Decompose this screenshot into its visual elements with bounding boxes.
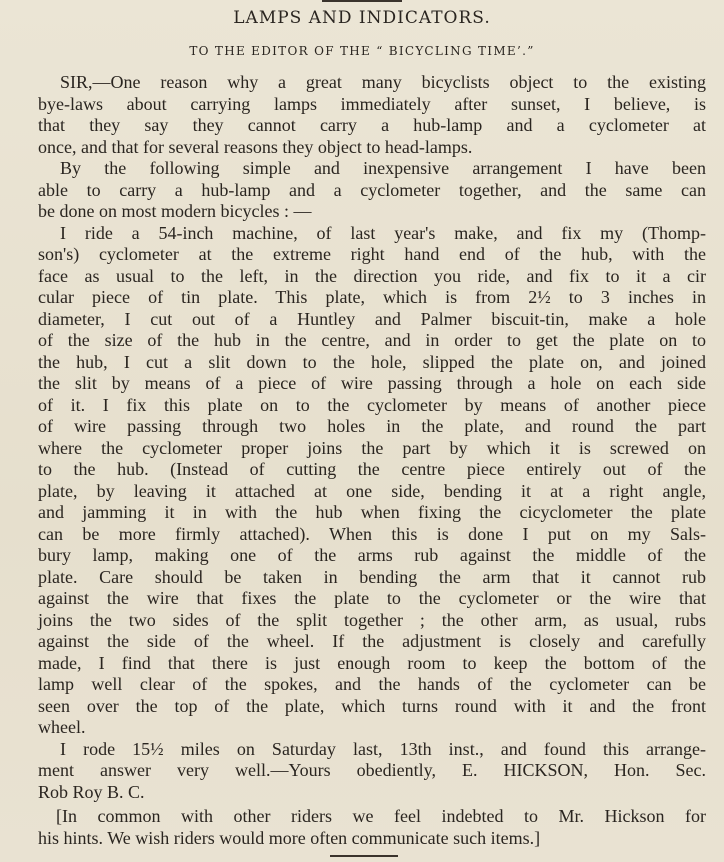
signature-line: Rob Roy B. C. — [38, 781, 145, 802]
text-line: able to carry a hub-lamp and a cyclometer together, and the same can — [38, 179, 706, 200]
article-heading: LAMPS AND INDICATORS. — [233, 8, 491, 28]
article-subheading: TO THE EDITOR OF THE “ BICYCLING TIME’.” — [189, 44, 535, 58]
text-line: that they say they cannot carry a hub-lamp and a cyclometer at — [38, 115, 706, 135]
top-divider-rule — [322, 0, 402, 2]
text-line: bye-laws about carrying lamps immediately after sunset, I believe, is — [38, 93, 706, 114]
letter-body — [38, 72, 706, 849]
paragraph-3 — [38, 223, 706, 739]
paragraph-4 — [38, 739, 706, 804]
text-line: plate. Care should be taken in bending the arm that it cannot rub — [38, 566, 706, 587]
text-line: of it. I fix this plate on to the cyclometer by means of another piece — [38, 394, 706, 415]
text-line: son's) cyclometer at the extreme right hand end of the hub, with the — [38, 244, 706, 264]
text-line: SIR,—One reason why a great many bicyclists object to the existing — [60, 72, 706, 92]
text-line: the hub, I cut a slit down to the hole, slipped the plate on, and joined — [38, 351, 706, 372]
text-line: joins the two sides of the split together ; the other arm, as usual, rubs — [38, 609, 706, 630]
text-line: of wire passing through two holes in the plate, and round the part — [38, 416, 706, 436]
text-line: where the cyclometer proper joins the part by which it is screwed on — [38, 437, 706, 458]
text-line: once, and that for several reasons they object to head-lamps. — [38, 136, 473, 157]
text-line: ment answer very well.—Yours obediently, E. HICKSON, Hon. Sec. — [38, 760, 706, 780]
text-line: cular piece of tin plate. This plate, which is from 2½ to 3 inches in — [38, 287, 706, 307]
text-line: By the following simple and inexpensive arrangement I have been — [60, 158, 706, 178]
text-line: plate, by leaving it attached at one side, bending it at a right angle, — [38, 480, 706, 501]
paragraph-2 — [38, 158, 706, 223]
text-line: [In common with other riders we feel indebted to Mr. Hickson for — [56, 806, 706, 826]
text-line: be done on most modern bicycles : — — [38, 201, 312, 221]
text-line: made, I find that there is just enough room to keep the bottom of the — [38, 652, 706, 673]
text-line: his hints. We wish riders would more often communicate such items.] — [38, 827, 541, 848]
editor-note — [38, 806, 706, 849]
text-line: lamp well clear of the spokes, and the hands of the cyclometer can be — [38, 674, 706, 694]
text-line: and jamming it in with the hub when fixing the cicyclometer the plate — [38, 502, 706, 522]
text-line: seen over the top of the plate, which turns round with it and the front — [38, 695, 706, 716]
text-line: I rode 15½ miles on Saturday last, 13th inst., and found this arrange- — [60, 738, 706, 759]
text-line: I ride a 54-inch machine, of last year's make, and fix my (Thomp- — [60, 222, 706, 243]
text-line: against the wire that fixes the plate to the cyclometer or the wire that — [38, 588, 706, 608]
text-line: wheel. — [38, 717, 86, 737]
bottom-divider-rule — [330, 855, 398, 857]
text-line: can be more firmly attached). When this is done I put on my Sals- — [38, 523, 706, 544]
text-line: to the hub. (Instead of cutting the centre piece entirely out of the — [38, 459, 706, 479]
text-line: bury lamp, making one of the arms rub against the middle of the — [38, 545, 706, 565]
paragraph-1 — [38, 72, 706, 158]
text-line: diameter, I cut out of a Huntley and Palmer biscuit-tin, make a hole — [38, 308, 706, 329]
text-line: of the size of the hub in the centre, and in order to get the plate on to — [38, 330, 706, 350]
text-line: against the side of the wheel. If the adjustment is closely and carefully — [38, 631, 706, 651]
text-line: the slit by means of a piece of wire passing through a hole on each side — [38, 373, 706, 393]
text-line: face as usual to the left, in the direction you ride, and fix to it a cir — [38, 265, 706, 286]
